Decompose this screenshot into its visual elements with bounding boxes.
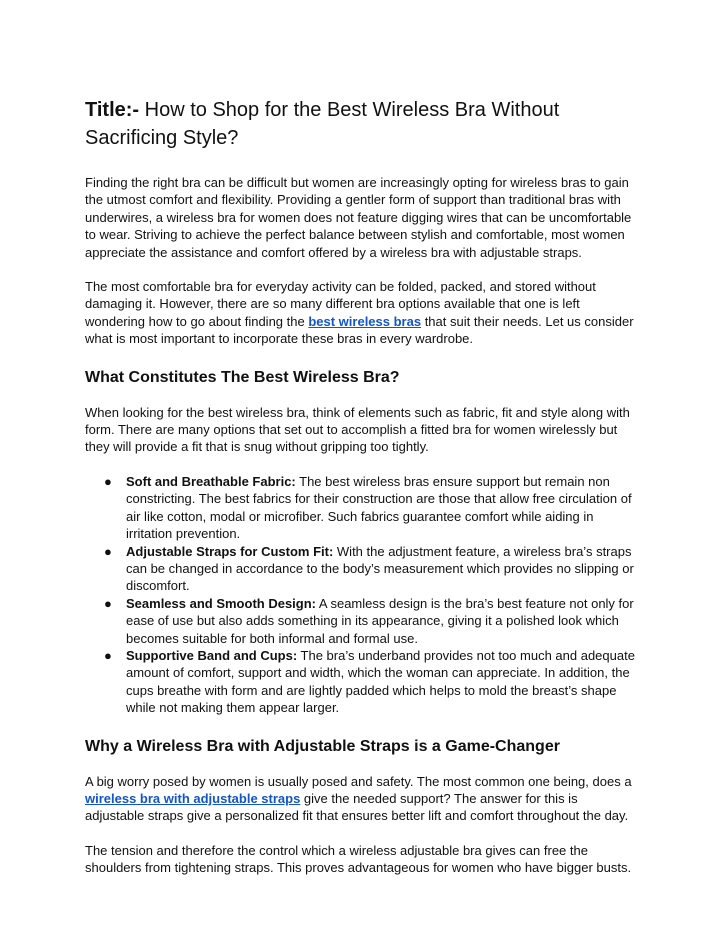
list-item-title: Adjustable Straps for Custom Fit:: [126, 543, 334, 559]
list-item: [104, 647, 638, 717]
section2-paragraph-1-start: A big worry posed by women is usually posed and safety. The most common one being, does a: [85, 773, 632, 789]
list-item-title: Seamless and Smooth Design:: [126, 595, 316, 611]
intro-paragraph-2-start: The most comfortable bra for everyday activity can be folded, packed, and stored without damaging it. However, there are so many different bra options available that one is left wondering how to go about finding the: [85, 279, 596, 329]
section1-intro-paragraph: When looking for the best wireless bra, think of elements such as fabric, fit and style along with form. There are many options that set out to accomplish a fitted bra for women wirelessly but they will provide a fit that is snug without gripping too tightly.: [85, 404, 630, 455]
list-item-title: Soft and Breathable Fabric:: [126, 473, 296, 489]
section-heading-adjustable-straps: Why a Wireless Bra with Adjustable Straps is a Game-Changer: [85, 737, 560, 755]
title-prefix: Title:-: [85, 99, 140, 121]
list-item-text: The bra’s underband provides not too much and adequate amount of comfort, support and width, which the woman can appreciate. In addition, the cups breathe with form and are lightly padded which helps to mold the breast’s shape while not making them appear larger.: [126, 647, 635, 716]
list-item: [104, 473, 638, 543]
intro-paragraph-2: [85, 278, 638, 348]
feature-list: [85, 473, 638, 717]
list-item: [104, 543, 638, 595]
list-item-title: Supportive Band and Cups:: [126, 647, 298, 663]
wireless-bra-adjustable-straps-link[interactable]: wireless bra with adjustable straps: [85, 790, 301, 806]
title-text: How to Shop for the Best Wireless Bra Without Sacrificing Style?: [85, 99, 560, 149]
bullet-icon: ●: [104, 543, 112, 559]
section2-paragraph-1: [85, 773, 638, 825]
page-title: [85, 96, 638, 152]
bullet-icon: ●: [104, 473, 112, 489]
section2-paragraph-2: The tension and therefore the control which a wireless adjustable bra gives can free the shoulders from tightening straps. This proves advantageous for women who have bigger busts.: [85, 842, 632, 876]
intro-paragraph-1: Finding the right bra can be difficult but women are increasingly opting for wireless bras to gain the utmost comfort and flexibility. Providing a gentler form of support than traditional bras with underwires, a wireless bra for women does not feature digging wires that can be uncomfortable to wear. Striving to achieve the perfect balance between stylish and comfortable, most women appreciate the assistance and comfort offered by a wireless bra with adjustable straps.: [85, 175, 632, 260]
list-item: [104, 595, 638, 647]
list-item-text: With the adjustment feature, a wireless bra’s straps can be changed in accordance to the body’s measurement which provides no slipping or discomfort.: [126, 543, 634, 594]
bullet-icon: ●: [104, 595, 112, 611]
bullet-icon: ●: [104, 647, 112, 663]
section-heading-best-wireless-bra: What Constitutes The Best Wireless Bra?: [85, 368, 400, 386]
list-item-text: The best wireless bras ensure support but remain non constricting. The best fabrics for their construction are those that allow free circulation of air like cotton, modal or microfiber. Such fabrics guarantee comfort while aiding in irritation prevention.: [126, 473, 632, 542]
section2-paragraph-1-end: give the needed support? The answer for this is adjustable straps give a personalized fit that ensures better lift and comfort throughout the day.: [85, 790, 629, 824]
intro-paragraph-2-end: that suit their needs. Let us consider what is most important to incorporate these bras in every wardrobe.: [85, 313, 634, 347]
list-item-text: A seamless design is the bra’s best feature not only for ease of use but also adds something in its appearance, giving it a polished look which becomes suitable for both informal and formal use.: [126, 595, 634, 646]
best-wireless-bras-link[interactable]: best wireless bras: [308, 313, 422, 329]
